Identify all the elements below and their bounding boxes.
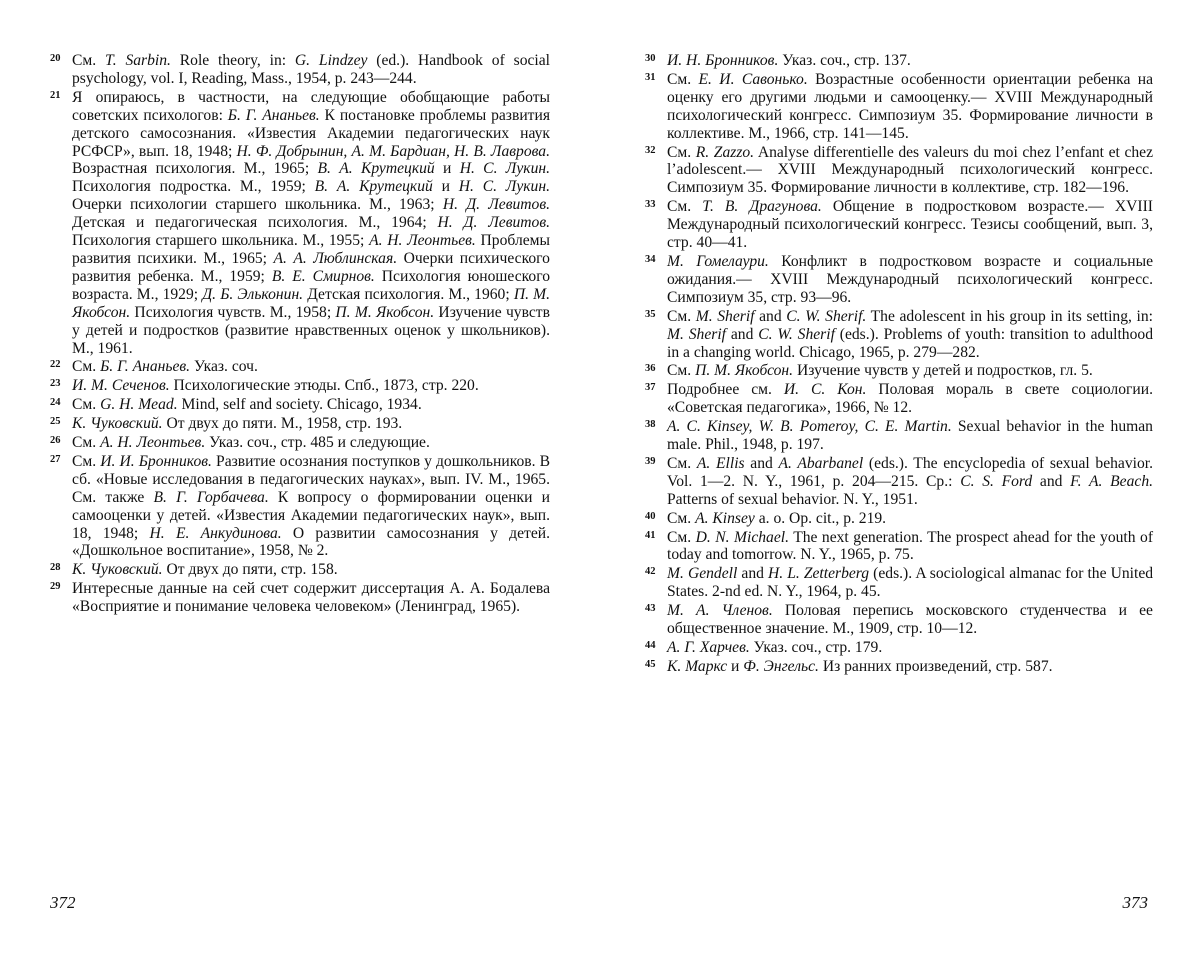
footnote-text: Возрастная психология. М., 1965; [72,160,318,178]
footnote-text: Конфликт в подростковом возрасте и социальные ожидания.— XVIII Международный психологический конгресс. Симпозиум 35, стр. 93—96. [667,252,1154,306]
footnote-author: В. А. Крутецкий [314,178,433,196]
footnote-text: О развитии самосознания у детей. «Дошкольное воспитание», 1958, № 2. [72,524,550,560]
footnote-number: 22 [50,359,61,371]
footnote [645,71,1153,143]
footnote-text: and [744,454,779,472]
footnote-author: Т. Sarbin. [105,52,171,69]
footnote-author: М. А. Членов. [667,602,773,620]
footnote [645,362,1153,380]
footnote-text: Patterns of sexual behavior. N. Y., 1951. [667,490,918,508]
footnote-text: К постановке проблемы развития детского самосознания. «Известия Академии педагогических наук РСФСР», вып. 18, 1948; [72,106,550,160]
footnote-author: F. A. Beach. [1070,472,1154,490]
footnote-text: (eds.). Problems of youth: transition to adulthood in a changing world. Chicago, 1965, p. 279—282. [667,325,1153,361]
footnote [50,52,550,88]
footnote-text: Детская и педагогическая психология. М., 1964; [72,214,438,232]
footnote-text: Развитие осознания поступков у дошкольников. В сб. «Новые исследования в педагогических науках», вып. IV. М., 1965. См. также [72,452,551,506]
footnote-text: a. o. Op. cit., p. 219. [754,509,887,527]
footnote [50,377,550,395]
footnote-text: Детская психология. М., 1960; [303,285,514,303]
footnote-number: 23 [50,378,61,390]
footnote-number: 29 [50,581,61,593]
footnote-text: Изучение чувств у детей и подростков (развитие нравственных оценок у школьников). М., 1961. [72,303,550,357]
footnote-number: 40 [645,510,656,522]
footnote-author: В. Г. Горбачева. [153,488,269,506]
footnote-author: C. S. Ford [960,472,1033,490]
footnote-number: 30 [645,53,656,64]
footnote-text: and [737,565,768,583]
footnote-author: В. Е. Смирнов. [271,267,375,285]
footnote-text: Указ. соч., стр. 485 и следующие. [205,434,430,452]
footnote [50,434,550,452]
footnote [50,453,550,560]
footnote-text: Интересные данные на сей счет содержит диссертация А. А. Бодалева «Восприятие и понимание человека человеком» (Ленинград, 1965). [72,580,550,616]
page-number: 373 [1122,893,1148,912]
footnote-text: См. [667,362,696,380]
footnote [645,381,1153,417]
footnote-number: 39 [645,455,656,467]
footnotes-list [50,52,550,617]
footnote-author: A. Ellis [696,454,745,472]
footnote-author: К. Маркс [667,657,728,675]
footnote [50,396,550,414]
footnote-text: См. [667,509,696,527]
footnote-text: Mind, self and society. Chicago, 1934. [177,396,422,414]
footnote [645,529,1153,565]
footnote-number: 41 [645,529,656,541]
footnote-author: К. Чуковский. [72,561,163,579]
footnote-text: См. [667,70,699,88]
footnote-author: И. С. Кон. [783,381,867,399]
footnote-text: and [726,325,759,343]
footnote [50,415,550,433]
footnote-text: (eds.). The encyclopedia of sexual behavior. Vol. 1—2. N. Y., 1961, p. 204—215. Ср.: [667,454,1154,490]
footnote-author: А. А. Люблинская. [273,249,398,267]
footnote-text: и [727,657,744,675]
footnote-text: The next generation. The prospect ahead for the youth of today and tomorrow. N. Y., 1965, p. 75. [667,528,1154,564]
footnote-number: 26 [50,435,61,447]
footnote-text: Analyse differentielle des valeurs du moi chez l’enfant et chez l’adolescent.— XVIII Международный психологический конгресс. Симпозиум 35. Формирование личности в коллективе, стр. 182—196. [667,143,1153,197]
footnote [645,198,1153,252]
footnote-text: См. [667,143,696,161]
footnote-author: M. Gendell [667,565,738,583]
footnote [645,565,1153,601]
footnote-number: 20 [50,53,61,64]
footnote-text: (eds.). A sociological almanac for the United States. 2-nd ed. N. Y., 1964, p. 45. [667,565,1154,601]
footnote-number: 43 [645,603,656,615]
footnote-author: И. И. Бронников. [100,452,212,470]
footnote-author: A. Kinsey [695,509,755,527]
footnote [645,144,1153,198]
footnote-number: 32 [645,144,656,156]
footnote-author: Ф. Энгельс. [743,657,819,675]
footnote-number: 37 [645,382,656,394]
footnote-text: Sexual behavior in the human male. Phil., 1948, p. 197. [667,418,1153,454]
footnote-text: and [1032,472,1071,490]
footnote-text: Половая мораль в свете социологии. «Советская педагогика», 1966, № 12. [667,381,1153,417]
footnote-author: П. М. Якобсон. [335,303,435,321]
footnote [645,253,1153,307]
footnote-text: См. [667,307,696,325]
footnote-author: C. W. Sherif [758,325,835,343]
footnote-text: Психология чувств. М., 1958; [130,303,336,321]
footnote-text: Психологические этюды. Спб., 1873, стр. 220. [169,377,479,395]
footnote-author: И. Н. Бронников. [667,52,779,69]
footnote [645,455,1153,509]
footnote-text: (ed.). Handbook of social psychology, vol. I, Reading, Mass., 1954, p. 243—244. [72,52,551,87]
footnote-number: 44 [645,640,656,651]
footnote-number: 34 [645,253,656,265]
footnote-text: Подробнее см. [667,381,784,399]
footnote [645,308,1153,362]
footnote-author: Д. Б. Эльконин. [202,285,304,303]
footnote-number: 45 [645,658,656,670]
footnote-author: Н. С. Лукин. [458,178,550,196]
footnote-text: Психология подростка. М., 1959; [72,178,315,196]
footnote-text: См. [72,452,101,470]
footnote-text: От двух до пяти. М., 1958, стр. 193. [162,415,403,433]
footnote [645,52,1153,70]
footnote-text: См. [72,396,101,414]
footnote-text: Изучение чувств у детей и подростков, гл. 5. [793,362,1093,380]
footnote-number: 27 [50,453,61,465]
footnote-author: Е. И. Савонько. [698,70,808,88]
footnote [645,510,1153,528]
footnote-text: См. [72,52,106,69]
footnote-text: Из ранних произведений, стр. 587. [818,657,1053,675]
footnote-number: 28 [50,562,61,574]
footnote-text: Возрастные особенности ориентации ребенка на оценку его другими людьми и самооценку.— XVIII Международный психологический конгресс. Симпозиум 35. Формирование личности в коллективе. М., 1966, стр. 141—145. [667,70,1153,142]
footnote-author: R. Zazzo. [695,143,755,161]
footnote-text: и [432,178,459,196]
footnote-text: См. [667,198,703,216]
footnote-author: Т. В. Драгунова. [702,198,822,216]
footnote-author: В. А. Крутецкий [317,160,435,178]
footnote-number: 33 [645,199,656,211]
footnote-author: A. C. Kinsey, W. B. Pomeroy, C. E. Martin. [667,418,952,436]
footnote-text: Общение в подростковом возрасте.— XVIII Международный психологический конгресс. Тезисы сообщений, вып. 3, стр. 40—41. [667,198,1153,252]
footnote [645,639,1153,657]
footnote-number: 35 [645,308,656,320]
footnote-author: G. Lindzey [294,52,368,69]
footnote [645,658,1153,676]
footnote-text: Очерки психического развития ребенка. М., 1959; [72,249,550,285]
footnote-author: М. Гомелаури. [667,252,769,270]
footnote-number: 36 [645,363,656,375]
footnote-text: Психология юношеского возраста. М., 1929; [72,267,551,303]
footnote-author: Н. Ф. Добрынин, А. М. Бардиан, Н. В. Лаврова. [236,142,551,160]
footnote-text: и [434,160,460,178]
footnote-author: Н. Д. Левитов. [442,196,550,214]
footnote [50,561,550,579]
footnote-number: 42 [645,566,656,578]
footnote-text: Я опираюсь, в частности, на следующие обобщающие работы советских психологов: [72,88,550,124]
footnote-author: C. W. Sherif. [786,307,867,325]
footnote-text: См. [667,454,697,472]
footnote-number: 24 [50,397,61,409]
footnote-text: Проблемы развития психики. М., 1965; [72,232,550,267]
footnote-text: Психология старшего школьника. М., 1955; [72,232,370,250]
footnote-number: 25 [50,416,61,428]
right-page [645,0,1153,961]
footnote [50,89,550,358]
footnote-author: Б. Г. Ананьев. [100,358,191,376]
footnote [645,602,1153,638]
footnote-number: 31 [645,71,656,83]
footnote-text: Половая перепись московского студенчества и ее общественное значение. М., 1909, стр. 10—12. [667,602,1153,638]
page-number: 372 [50,893,76,912]
footnote-author: Н. Е. Анкудинова. [149,524,282,542]
footnote-author: A. Abarbanel [778,454,864,472]
footnote-author: G. H. Mead. [100,396,178,414]
footnote-author: К. Чуковский. [72,415,163,433]
footnote-text: and [754,307,787,325]
footnote-text: См. [667,528,696,546]
footnote-text: Указ. соч., стр. 137. [778,52,911,69]
footnote-author: Б. Г. Ананьев. [227,106,320,124]
left-page [50,0,550,961]
footnote-text: Указ. соч., стр. 179. [749,639,883,656]
footnote-text: Очерки психологии старшего школьника. М., 1963; [72,196,443,214]
footnote-text: Role theory, in: [170,52,295,69]
footnote-text: От двух до пяти, стр. 158. [162,561,338,579]
footnote-author: А. Н. Леонтьев. [100,434,206,452]
footnote-author: И. М. Сеченов. [72,377,170,395]
footnote-author: H. L. Zetterberg [767,565,870,583]
footnote-author: D. N. Michael. [695,528,790,546]
footnote-text: См. [72,434,101,452]
footnotes-list [645,52,1153,677]
footnote-text: The adolescent in his group in its setting, in: [866,307,1153,325]
footnote-text: К вопросу о формировании оценки и самооценки у детей. «Известия Академии педагогических наук», вып. 18, 1948; [72,488,550,542]
footnote-author: Н. С. Лукин. [459,160,550,178]
footnote-author: M. Sherif [695,307,755,325]
footnote [645,418,1153,454]
footnote-text: Указ. соч. [190,358,258,376]
footnote-author: А. Н. Леонтьев. [369,232,476,250]
footnote [50,358,550,376]
footnote-number: 38 [645,419,656,431]
footnote-author: П. М. Якобсон. [695,362,794,380]
footnote-number: 21 [50,89,61,101]
footnote-author: А. Г. Харчев. [667,639,750,656]
footnote-author: M. Sherif [667,325,726,343]
footnote [50,580,550,616]
footnote-text: См. [72,358,101,376]
footnote-author: П. М. Якобсон. [72,285,550,321]
footnote-author: Н. Д. Левитов. [437,214,550,232]
